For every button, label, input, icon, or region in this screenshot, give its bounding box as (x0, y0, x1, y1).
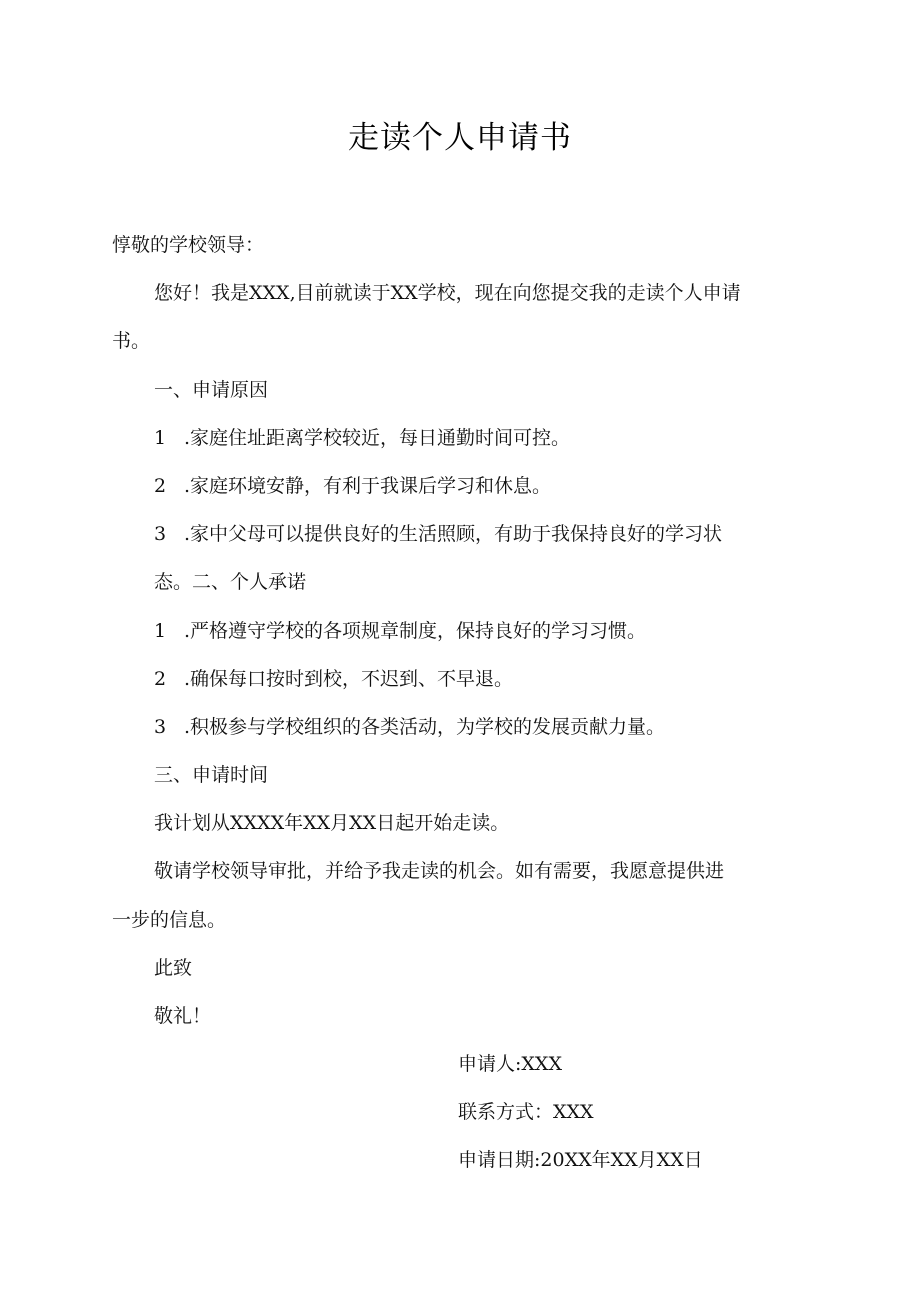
section-2-item-3 (112, 703, 808, 751)
item-number: 2 (154, 474, 167, 497)
item-number: 1 (154, 426, 167, 449)
section-3-text: 我计划从XXXX年XX月XX日起开始走读。 (154, 812, 510, 835)
document-title: 走读个人申请书 (348, 120, 572, 156)
section-1-continuation: 态。二、个人承诺 (154, 571, 307, 594)
item-number: 1 (154, 619, 167, 642)
section-2-item-1 (112, 607, 808, 655)
section-1-item-3 (112, 510, 808, 558)
section-3-heading: 三、申请时间 (154, 764, 269, 787)
contact-line: 联系方式：XXX (458, 1101, 594, 1124)
closing-line-1: 敬请学校领导审批，并给予我走读的机会。如有需要，我愿意提供进 (154, 860, 725, 883)
section-2-item-2 (112, 655, 808, 703)
item-number: 2 (154, 667, 167, 690)
item-text: .家庭环境安静，有利于我课后学习和休息。 (184, 474, 552, 497)
item-text: .家庭住址距离学校较近，每日通勤时间可控。 (184, 426, 571, 449)
signature-block (458, 1040, 788, 1185)
letter-body (112, 221, 808, 1040)
salutation: 惇敬的学校领导： (112, 234, 265, 256)
applicant-line: 申请人:XXX (458, 1053, 562, 1075)
date-line: 申请日期:20XX年XX月XX日 (458, 1149, 703, 1172)
closing-line-2: 一步的信息。 (112, 908, 227, 931)
section-1-item-1 (112, 414, 808, 462)
item-number: 3 (154, 715, 167, 738)
section-1-item-2 (112, 462, 808, 510)
item-text: .积极参与学校组织的各类活动，为学校的发展贡献力量。 (184, 715, 666, 738)
item-number: 3 (154, 523, 167, 546)
intro-line-2: 书。 (112, 330, 151, 353)
item-text: .家中父母可以提供良好的生活照顾，有助于我保持良好的学习状 (184, 523, 723, 546)
section-1-heading: 一、申请原因 (154, 378, 269, 401)
item-text: .确保每口按时到校，不迟到、不早退。 (184, 667, 514, 690)
closing-ci-zhi: 此致 (154, 956, 193, 979)
item-text: .严格遵守学校的各项规章制度，保持良好的学习习惯。 (184, 619, 647, 642)
intro-line-1: 您好！我是XXX,目前就读于XX学校，现在向您提交我的走读个人申请 (154, 282, 741, 305)
closing-jing-li: 敬礼！ (154, 1005, 212, 1027)
